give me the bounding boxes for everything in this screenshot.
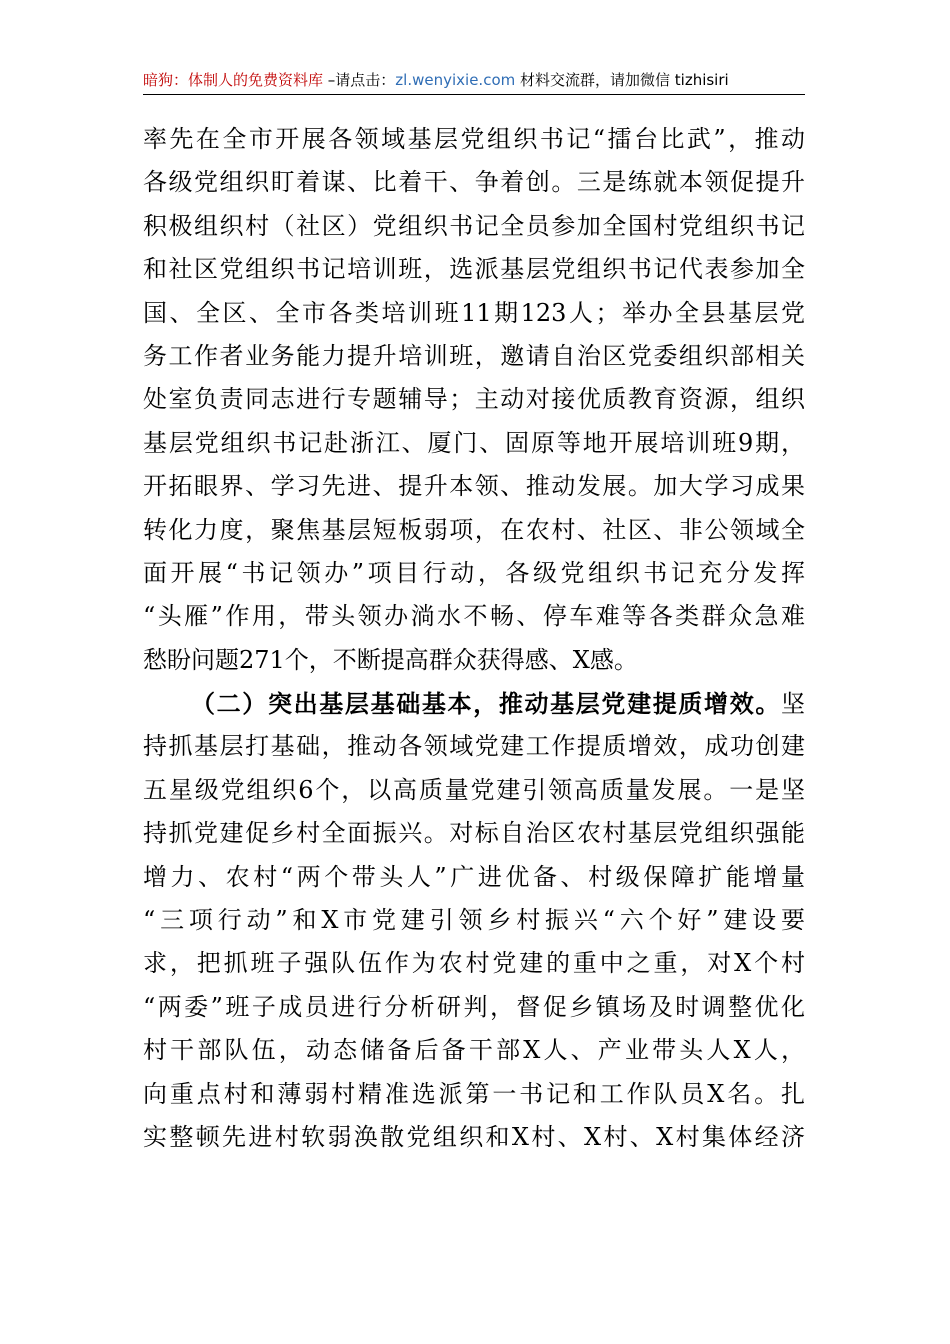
document-body: [143, 118, 805, 1159]
section-heading-line: [143, 682, 805, 725]
header-url-link[interactable]: zl.wenyixie.com: [395, 71, 516, 89]
header-site-name: 暗狗：体制人的免费资料库: [143, 71, 324, 89]
header-contact: 材料交流群，请加微信 tizhisiri: [515, 71, 729, 89]
body-line: 处室负责同志进行专题辅导；主动对接优质教育资源，组织: [143, 385, 805, 414]
body-line: 务工作者业务能力提升培训班，邀请自治区党委组织部相关: [143, 341, 805, 370]
section-heading-rest: 坚: [781, 690, 805, 719]
body-line: 求，把抓班子强队伍作为农村党建的重中之重，对X个村: [143, 949, 805, 978]
body-line: 向重点村和薄弱村精准选派第一书记和工作队员X名。扎: [143, 1079, 805, 1108]
body-line: 各级党组织盯着谋、比着干、争着创。三是练就本领促提升: [143, 168, 805, 197]
section-heading: （二）突出基层基础基本，推动基层党建提质增效。: [191, 689, 781, 719]
body-line: 积极组织村（社区）党组织书记全员参加全国村党组织书记: [143, 211, 805, 240]
body-line: 增力、农村“两个带头人”广进优备、村级保障扩能增量: [143, 862, 805, 891]
body-line: “两委”班子成员进行分析研判，督促乡镇场及时调整优化: [143, 992, 805, 1021]
body-line: “三项行动”和X市党建引领乡村振兴“六个好”建设要: [143, 906, 805, 935]
body-line: 持抓基层打基础，推动各领域党建工作提质增效，成功创建: [143, 732, 805, 761]
body-line: 村干部队伍，动态储备后备干部X人、产业带头人X人，: [143, 1036, 805, 1065]
body-line: 转化力度，聚焦基层短板弱项，在农村、社区、非公领域全: [143, 515, 805, 544]
body-line: 面开展“书记领办”项目行动，各级党组织书记充分发挥: [143, 558, 805, 587]
body-line: 愁盼问题271个，不断提高群众获得感、X感。: [143, 645, 638, 674]
body-line: 基层党组织书记赴浙江、厦门、固原等地开展培训班9期，: [143, 428, 805, 457]
body-line: 实整顿先进村软弱涣散党组织和X村、X村、X村集体经济: [143, 1122, 805, 1151]
body-line: 率先在全市开展各领域基层党组织书记“擂台比武”，推动: [143, 125, 805, 153]
body-line: 和社区党组织书记培训班，选派基层党组织书记代表参加全: [143, 255, 805, 284]
body-line: 五星级党组织6个，以高质量党建引领高质量发展。一是坚: [143, 775, 805, 804]
body-line: “头雁”作用，带头领办淌水不畅、停车难等各类群众急难: [143, 602, 805, 631]
header-prompt: –请点击：: [323, 71, 396, 89]
body-line: 持抓党建促乡村全面振兴。对标自治区农村基层党组织强能: [143, 819, 805, 848]
body-line: 国、全区、全市各类培训班11期123人；举办全县基层党: [143, 298, 805, 327]
body-line: 开拓眼界、学习先进、提升本领、推动发展。加大学习成果: [143, 472, 805, 501]
page-header: [143, 66, 805, 95]
